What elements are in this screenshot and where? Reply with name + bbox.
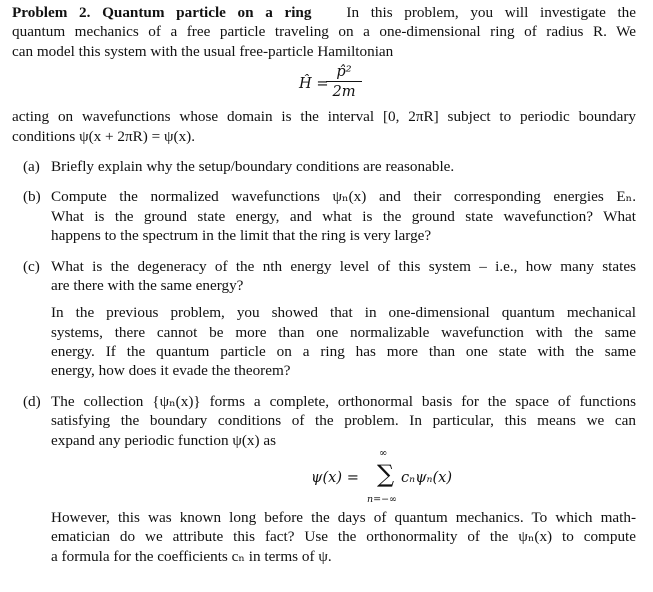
part-c-extra-1: In the previous problem, you showed that in one-dimensional quantum mechanical xyxy=(51,304,636,322)
hamiltonian-denominator: 2m xyxy=(332,83,356,101)
part-d-line-1: The collection {ψₙ(x)} forms a complete, orthonormal basis for the space of functions xyxy=(51,392,636,410)
part-d-line-3: expand any periodic function ψ(x) as xyxy=(51,431,277,449)
after-line-1: acting on wavefunctions whose domain is the interval [0, 2πR] subject to periodic boundary xyxy=(12,108,636,126)
hamiltonian-lhs: Ĥ = xyxy=(299,75,329,93)
part-c-extra-3: energy. If the quantum particle on a ring has more than one state with the same xyxy=(51,343,636,361)
fourier-sum-equation xyxy=(51,450,636,508)
after-line-2: conditions ψ(x + 2πR) = ψ(x). xyxy=(12,127,196,145)
part-c-label: (c) xyxy=(23,257,40,275)
sum-lhs: ψ(x) = xyxy=(311,469,359,487)
part-d-extra-3: a formula for the coefficients cₙ in terms of ψ. xyxy=(51,547,332,565)
part-b-line-1: Compute the normalized wavefunctions ψₙ(x) and their corresponding energies Eₙ. xyxy=(51,188,636,206)
part-c-line-2: are there with the same energy? xyxy=(51,276,244,294)
part-c xyxy=(12,257,636,381)
part-d xyxy=(12,392,636,566)
intro-line-3: can model this system with the usual free-particle Hamiltonian xyxy=(12,42,394,60)
part-d-extra-1: However, this was known long before the days of quantum mechanics. To which math- xyxy=(51,509,636,527)
sum-lower-limit: n=−∞ xyxy=(367,494,397,506)
intro-line-1 xyxy=(12,3,636,22)
summation-symbol: ∑ xyxy=(377,460,395,489)
part-b-line-3: happens to the spectrum in the limit that the ring is very large? xyxy=(51,227,432,245)
hamiltonian-numerator: p̂² xyxy=(336,63,352,81)
part-c-line-1: What is the degeneracy of the nth energy level of this system – i.e., how many states xyxy=(51,257,636,275)
part-c-extra-2: systems, there cannot be more than one normalizable wavefunction with the same xyxy=(51,323,636,341)
sum-rhs: cₙψₙ(x) xyxy=(401,469,453,487)
part-d-label: (d) xyxy=(23,392,41,410)
intro-text-1: In this problem, you will investigate the xyxy=(346,4,637,21)
hamiltonian-fraction xyxy=(324,61,364,102)
part-d-extra-2: ematician do we attribute this fact? Use the orthonormality of the ψₙ(x) to compute xyxy=(51,528,636,546)
problem-heading: Problem 2. Quantum particle on a ring xyxy=(12,4,312,21)
hamiltonian-equation xyxy=(12,61,636,107)
part-b-line-2: What is the ground state energy, and what is the ground state wavefunction? What xyxy=(51,207,636,225)
part-a-line-1: Briefly explain why the setup/boundary conditions are reasonable. xyxy=(51,157,455,175)
part-a xyxy=(12,157,636,176)
part-b-label: (b) xyxy=(23,188,41,206)
sum-upper-limit: ∞ xyxy=(379,448,388,460)
problem-document xyxy=(12,3,636,566)
part-b xyxy=(12,187,636,245)
intro-line-2: quantum mechanics of a free particle traveling on a one-dimensional ring of radius R. We xyxy=(12,23,636,41)
part-a-label: (a) xyxy=(23,157,40,175)
part-c-extra-4: energy, how does it evade the theorem? xyxy=(51,362,291,380)
part-d-line-2: satisfying the boundary conditions of the problem. In particular, this means we can xyxy=(51,412,636,430)
